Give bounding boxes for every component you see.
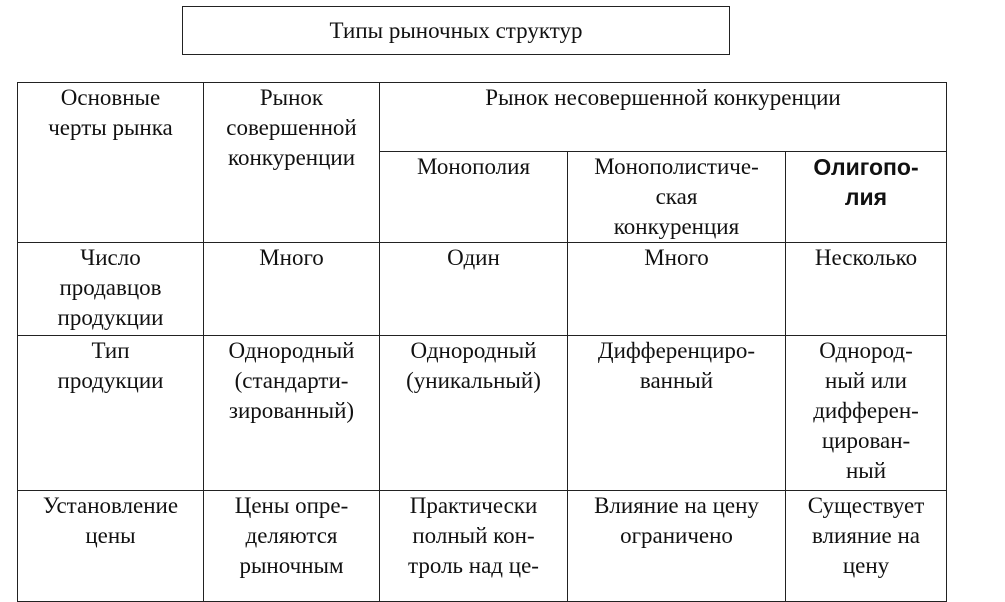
header-monopolistic-competition: Монополистиче- ская конкуренция: [568, 152, 786, 243]
table-row: [18, 336, 947, 491]
cell-sellers-monopoly: Один: [380, 243, 568, 336]
cell-price-monopolistic: Влияние на цену ограничено: [568, 491, 786, 602]
cell-price-monopoly: Практически полный кон- троль над це-: [380, 491, 568, 602]
row-label-product-type: Тип продукции: [18, 336, 204, 491]
header-oligopoly: Олигопо- лия: [786, 152, 947, 243]
cell-price-oligopoly: Существует влияние на цену: [786, 491, 947, 602]
table-row: [18, 243, 947, 336]
cell-sellers-perfect: Много: [204, 243, 380, 336]
cell-price-perfect: Цены опре- деляются рыночным: [204, 491, 380, 602]
cell-product-oligopoly: Однород- ный или дифферен- цирован- ный: [786, 336, 947, 491]
cell-sellers-oligopoly: Несколько: [786, 243, 947, 336]
cell-product-monopoly: Однородный (уникальный): [380, 336, 568, 491]
row-label-sellers: Число продавцов продукции: [18, 243, 204, 336]
header-perfect-competition: Рынок совершенной конкуренции: [204, 83, 380, 243]
header-row: [18, 83, 947, 152]
header-monopoly: Монополия: [380, 152, 568, 243]
cell-sellers-monopolistic: Много: [568, 243, 786, 336]
cell-product-monopolistic: Дифференциро- ванный: [568, 336, 786, 491]
row-label-pricing: Установление цены: [18, 491, 204, 602]
market-structures-table: [17, 82, 947, 602]
table-row: [18, 491, 947, 602]
header-imperfect-competition: Рынок несовершенной конкуренции: [380, 83, 947, 152]
header-features: Основные черты рынка: [18, 83, 204, 243]
table-title: Типы рыночных структур: [182, 6, 730, 55]
cell-product-perfect: Однородный (стандарти- зированный): [204, 336, 380, 491]
